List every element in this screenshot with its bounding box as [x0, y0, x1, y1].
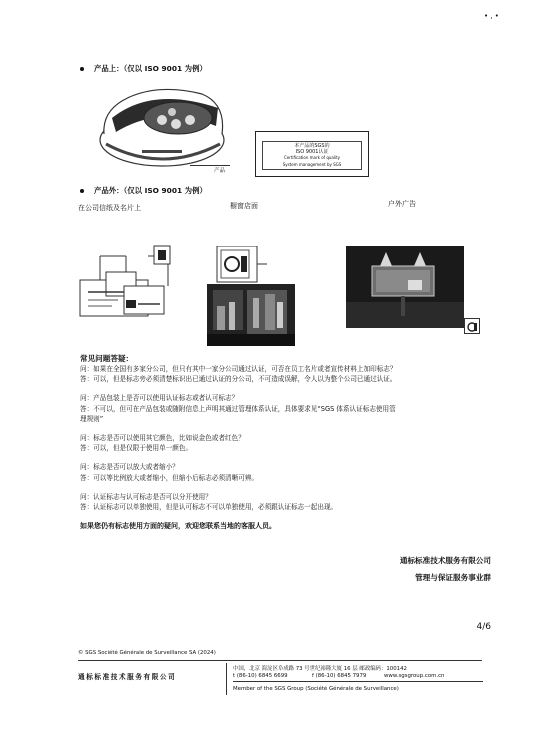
signature-dept: 管理与保证服务事业群 [415, 573, 491, 582]
faq-closing: 如果您仍有标志使用方面的疑问，欢迎您联系当地的客服人员。 [80, 522, 276, 531]
section2-heading-text: 产品外：（仅以 ISO 9001 为例） [94, 186, 207, 195]
footer-web[interactable]: www.sgsgroup.com.cn [384, 673, 445, 679]
section1-heading-text: 产品上：（仅以 ISO 9001 为例） [94, 64, 207, 73]
cert-label-line1: 本产品的SGS的 [294, 143, 330, 149]
faq-line: 问：标志是否可以放大或者缩小？ [80, 463, 179, 472]
product-appliance-image [92, 78, 232, 173]
product-label: 产品 [214, 168, 226, 174]
faq-block [80, 364, 500, 531]
outdoor-billboard-image [346, 246, 464, 328]
footer-rule-2 [233, 681, 483, 682]
bullet-icon [80, 189, 84, 193]
faq-title: 常见问题答疑： [80, 354, 134, 363]
certification-label-box [255, 131, 369, 177]
bullet-icon [80, 67, 84, 71]
faq-line: 答：不可以，但可在产品包装或随附信息上声明其通过管理体系认证，具体要求见“SGS 体系认证标志使用管 [80, 404, 396, 413]
footer-copyright: © SGS Société Générale de Surveillance SA (2024) [78, 650, 216, 656]
signature-company: 通标标准技术服务有限公司 [399, 556, 491, 565]
footer-phone: t (86-10) 6845 6699 [233, 673, 288, 679]
cert-label-line2: ISO 9001认证 [295, 149, 329, 156]
cert-label-line3: Certification mark of quality [283, 155, 341, 161]
footer-divider [226, 663, 227, 695]
page-number: 4/6 [476, 622, 491, 632]
caption-letterhead: 在公司信纸及名片上 [78, 204, 141, 212]
faq-line: 理规则” [80, 414, 104, 423]
faq-line: 答：可以，但是标志旁必须清楚标识出已通过认证的分公司，不可造成误解，令人以为整个公司已通过认证。 [80, 375, 397, 384]
footer-company-cn: 通标标准技术服务有限公司 [78, 673, 177, 681]
cert-label-line4: System management by SGS [282, 161, 342, 167]
footer-fax: f (86-10) 6845 7979 [312, 673, 367, 679]
corner-marks: • ‚ • [484, 12, 499, 20]
section2-heading [80, 185, 207, 196]
caption-outdoor: 户外广告 [388, 200, 416, 208]
certification-label-inner [262, 141, 362, 170]
caption-window: 橱窗店面 [230, 202, 258, 210]
footer-address: 中国，北京 海淀区阜成路 73 号世纪裕隆大厦 16 层 邮政编码：100142 [233, 666, 407, 672]
sgs-mark-icon [464, 318, 480, 334]
faq-line: 答：可以，但是仅限于使用单一颜色。 [80, 444, 193, 453]
faq-line: 答：可以等比例放大或者缩小，但缩小后标志必须清晰可辨。 [80, 473, 259, 482]
section1-heading [80, 63, 207, 74]
footer-member: Member of the SGS Group (Société Générale de Surveillance) [233, 686, 399, 692]
footer-rule [78, 660, 482, 661]
window-storefront-image [207, 246, 307, 348]
faq-line: 答：认证标志可以单独使用，但是认可标志不可以单独使用，必须跟认证标志一起出现。 [80, 503, 338, 512]
faq-line: 问：认证标志与认可标志是否可以分开使用？ [80, 492, 212, 501]
faq-line: 问：标志是否可以使用其它颜色，比如说金色或者红色？ [80, 434, 245, 443]
letterhead-card-image [78, 242, 178, 320]
faq-line: 问：产品包装上是否可以使用认证标志或者认可标志？ [80, 394, 239, 403]
faq-line: 问：如果在全国有多家分公司，但只有其中一家分公司通过认证，可否在员工名片或者宣传材料上加印标志？ [80, 365, 397, 373]
